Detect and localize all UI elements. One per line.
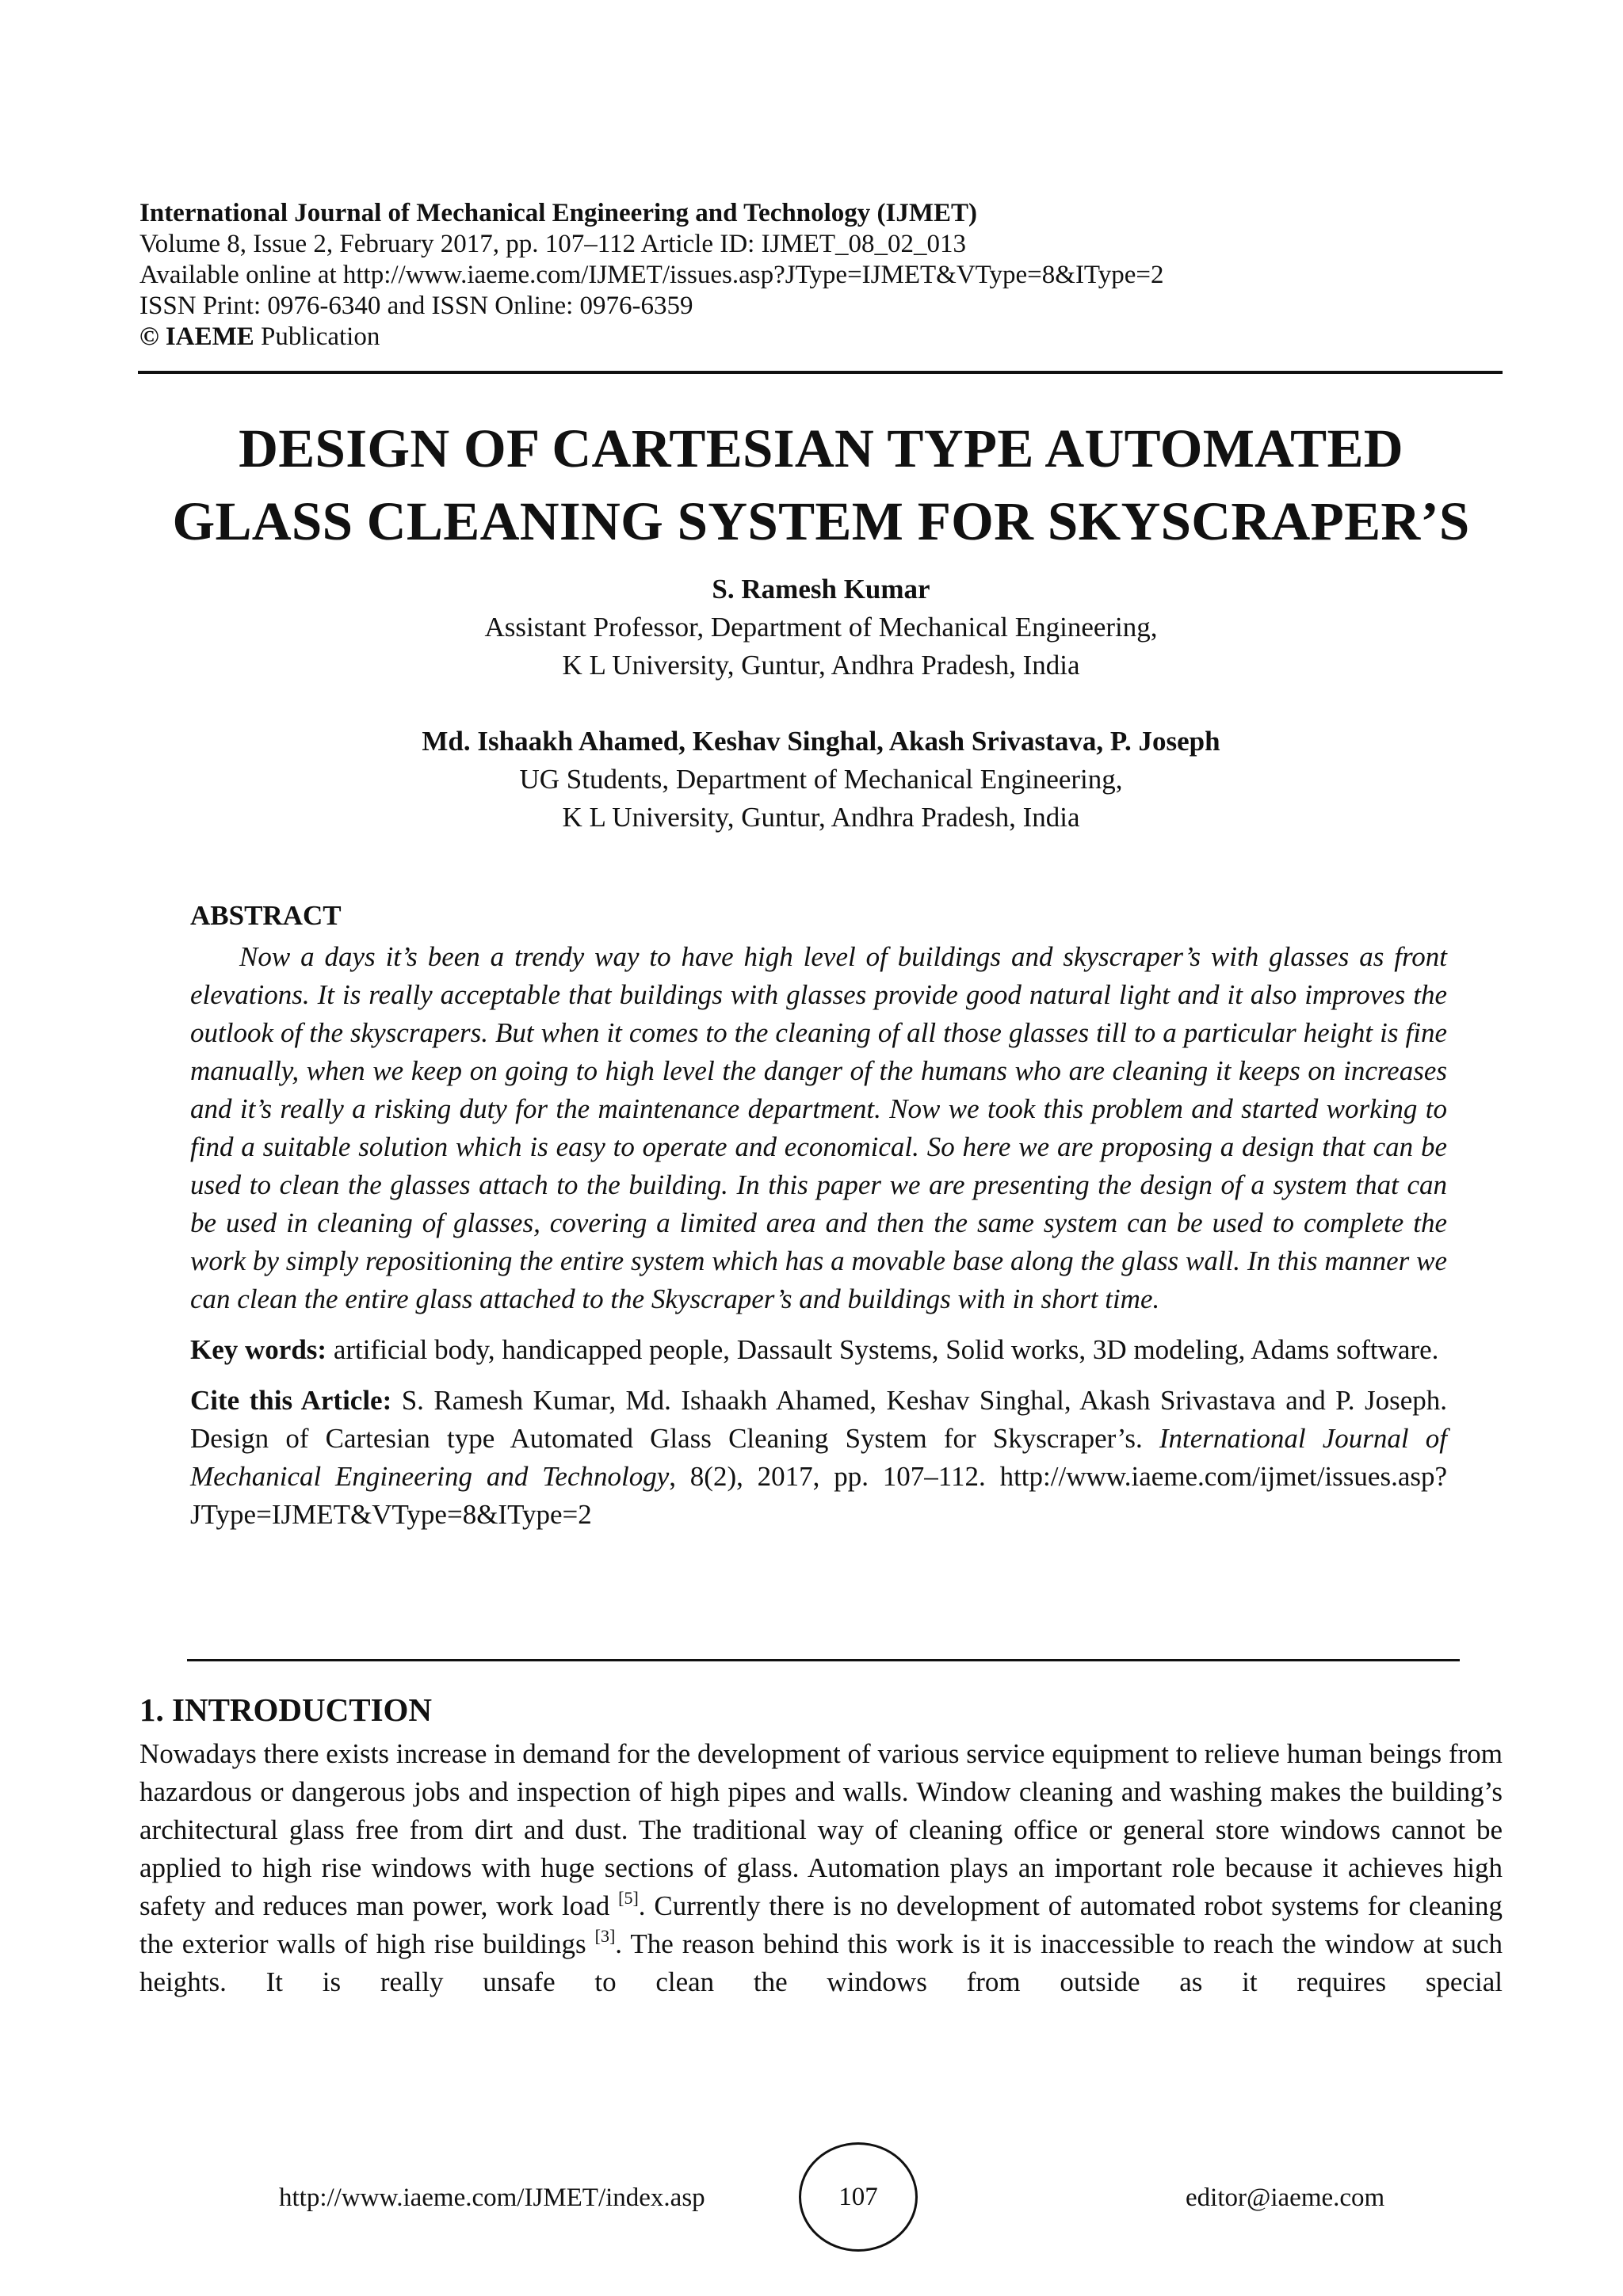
footer-email[interactable]: editor@iaeme.com [1186,2183,1385,2212]
abstract-text: Now a days it’s been a trendy way to have high level of buildings and skyscraper’s with glasses as front elevations. It is really acceptable that buildings with glasses provide good natural light and it also improves the outlook of the skyscrapers. But when it comes to the cleaning of all those glasses till to a particular height is fine manually, when we keep on going to high level the danger of the humans who are cleaning it keeps on increases and it’s really a risking duty for the maintenance department. Now we took this problem and started working to find a suitable solution which is easy to operate and economical. So here we are proposing a design that can be used to clean the glasses attach to the building. In this paper we are presenting the design of a system that can be used in cleaning of glasses, covering a limited area and then the same system can be used to complete the work by simply repositioning the entire system which has a movable base along the glass wall. In this manner we can clean the entire glass attached to the Skyscraper’s and buildings with in short time. [190,941,1447,1314]
available-online-line: Available online at http://www.iaeme.com/IJMET/issues.asp?JType=IJMET&VType=8&IType=2 [139,261,1164,289]
citation [190,1382,1447,1534]
journal-title: International Journal of Mechanical Engineering and Technology (IJMET) [139,199,977,227]
introduction-section [139,1688,1503,2001]
cite-url[interactable]: http://www.iaeme.com/ijmet/issues.asp?JType=IJMET&VType=8&IType=2 [190,1461,1448,1530]
introduction-heading: 1. INTRODUCTION [139,1691,433,1728]
cite-details: , 8(2), 2017, pp. 107–112. [669,1461,986,1492]
copyright-icon: © [139,322,159,351]
publisher-line [139,322,1503,353]
affiliation-2-line-1: UG Students, Department of Mechanical Engineering, [519,764,1123,795]
page-footer [0,2139,1623,2258]
author-name-2: Md. Ishaakh Ahamed, Keshav Singhal, Akash Srivastava, P. Joseph [422,726,1220,757]
header-divider [138,371,1503,374]
abstract-heading: ABSTRACT [190,900,342,931]
page-number-text: 107 [838,2182,878,2211]
abstract-section [190,897,1447,1534]
citation-ref-5[interactable]: [5] [618,1888,639,1908]
keywords-label: Key words: [190,1334,327,1365]
citation-ref-3[interactable]: [3] [594,1926,616,1946]
intro-part-1: Nowadays there exists increase in demand for the development of various service equipment to relieve human beings from hazardous or dangerous jobs and inspection of high pipes and walls. Window cleaning and washing makes the building’s architectural glass free from dirt and dust. The traditional way of cleaning office or general store windows cannot be applied to high rise windows with huge sections of glass. Automation plays an important role because it achieves high safety and reduces man power, work load [139,1738,1503,1921]
intro-part-2: . Currently there is no development of automated robot systems for cleaning the exterior walls of high rise buildings [139,1890,1503,1959]
paper-title [139,412,1503,558]
title-line-1: DESIGN OF CARTESIAN TYPE AUTOMATED [239,418,1403,479]
affiliation-1-line-2: K L University, Guntur, Andhra Pradesh, India [562,650,1080,681]
author-block [139,570,1503,837]
publisher-name: IAEME [165,322,254,351]
author-name-1: S. Ramesh Kumar [712,574,930,605]
keywords [190,1331,1447,1369]
volume-line: Volume 8, Issue 2, February 2017, pp. 107–112 Article ID: IJMET_08_02_013 [139,230,967,258]
cite-journal: International Journal of Mechanical Engineering and Technology [190,1423,1447,1492]
intro-part-3: . The reason behind this work is it is inaccessible to reach the window at such heights. It is really unsafe to clean the windows from outside as it requires special [139,1928,1503,1997]
journal-header [139,198,1503,353]
keywords-text: artificial body, handicapped people, Dassault Systems, Solid works, 3D modeling, Adams software. [327,1334,1439,1365]
abstract-divider [187,1659,1460,1661]
title-line-2: GLASS CLEANING SYSTEM FOR SKYSCRAPER’S [172,491,1470,551]
introduction-text [139,1735,1503,2001]
page-number [799,2142,918,2252]
cite-label: Cite this Article: [190,1385,392,1416]
publisher-suffix: Publication [254,322,380,351]
footer-url[interactable]: http://www.iaeme.com/IJMET/index.asp [279,2183,705,2212]
issn-line: ISSN Print: 0976-6340 and ISSN Online: 0976-6359 [139,292,693,320]
cite-text: S. Ramesh Kumar, Md. Ishaakh Ahamed, Keshav Singhal, Akash Srivastava and P. Joseph. Design of Cartesian type Automated Glass Cleaning System for Skyscraper’s. [190,1385,1447,1454]
affiliation-1-line-1: Assistant Professor, Department of Mechanical Engineering, [484,612,1158,643]
affiliation-2-line-2: K L University, Guntur, Andhra Pradesh, India [562,802,1080,833]
